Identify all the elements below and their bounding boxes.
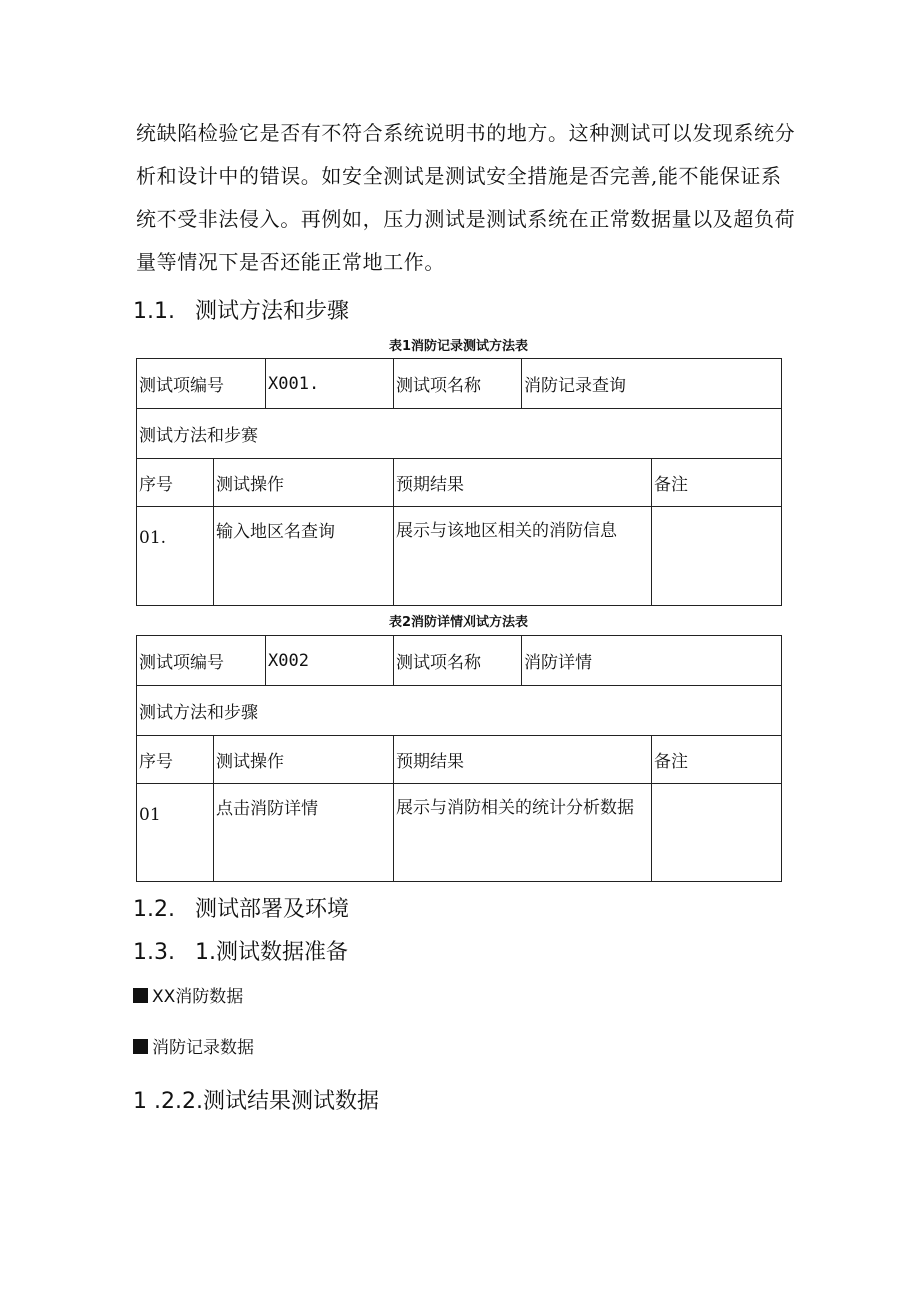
table1-col-expected: 预期结果	[394, 459, 652, 507]
heading-1-3	[133, 938, 348, 968]
heading-1-2-2: 1 .2.2.测试结果测试数据	[133, 1089, 379, 1114]
table1-name-value: 消防记录查询	[522, 359, 782, 409]
table1-row-seq: 01.	[137, 507, 214, 606]
table2-col-expected: 预期结果	[394, 736, 652, 784]
table2-id-value: X002	[266, 636, 394, 686]
heading-1-1-number: 1.1.	[133, 299, 175, 324]
heading-1-2-number: 1.2.	[133, 897, 175, 922]
table1-row-operation: 输入地区名查询	[214, 507, 394, 606]
table2-name-label: 测试项名称	[394, 636, 522, 686]
table2	[136, 635, 782, 882]
table1-col-note: 备注	[652, 459, 782, 507]
heading-1-3-text: 1.测试数据准备	[195, 940, 348, 965]
table1-row-expected: 展示与该地区相关的消防信息	[394, 507, 652, 606]
table2-name-value: 消防详情	[522, 636, 782, 686]
bullet-item-2	[133, 1036, 254, 1060]
table1-col-seq: 序号	[137, 459, 214, 507]
table2-row-seq: 01	[137, 784, 214, 882]
table2-col-seq: 序号	[137, 736, 214, 784]
square-bullet-icon	[133, 1039, 148, 1054]
body-paragraph: 统缺陷检验它是否有不符合系统说明书的地方。这种测试可以发现系统分析和设计中的错误。如安全测试是测试安全措施是否完善,能不能保证系统不受非法侵入。再例如，压力测试是测试系统在正常数据量以及超负荷量等情况下是否还能正常地工作。	[136, 121, 796, 274]
square-bullet-icon	[133, 988, 148, 1003]
table2-caption: 表2消防详情刈试方法表	[388, 615, 529, 630]
table1-row-note	[652, 507, 782, 606]
heading-1-2-text: 测试部署及环境	[195, 897, 350, 922]
bullet-item-2-text: 消防记录数据	[152, 1038, 254, 1058]
table2-row-operation: 点击消防详情	[214, 784, 394, 882]
table2-id-label: 测试项编号	[137, 636, 266, 686]
table1-id-value: X001.	[266, 359, 394, 409]
table1-id-label: 测试项编号	[137, 359, 266, 409]
table2-col-operation: 测试操作	[214, 736, 394, 784]
table1-caption: 表1消防记录测试方法表	[388, 339, 529, 354]
heading-1-3-number: 1.3.	[133, 940, 175, 965]
table1	[136, 358, 782, 606]
table2-row-expected: 展示与消防相关的统计分析数据	[394, 784, 652, 882]
table2-section-label: 测试方法和步骤	[137, 686, 782, 736]
bullet-item-1	[133, 985, 243, 1009]
table1-section-label: 测试方法和步赛	[137, 409, 782, 459]
table2-row-note	[652, 784, 782, 882]
heading-1-1	[133, 297, 349, 327]
table1-name-label: 测试项名称	[394, 359, 522, 409]
table2-col-note: 备注	[652, 736, 782, 784]
bullet-item-1-text: XX消防数据	[152, 987, 244, 1007]
heading-1-2	[133, 895, 349, 925]
table1-col-operation: 测试操作	[214, 459, 394, 507]
heading-1-1-text: 测试方法和步骤	[195, 299, 350, 324]
